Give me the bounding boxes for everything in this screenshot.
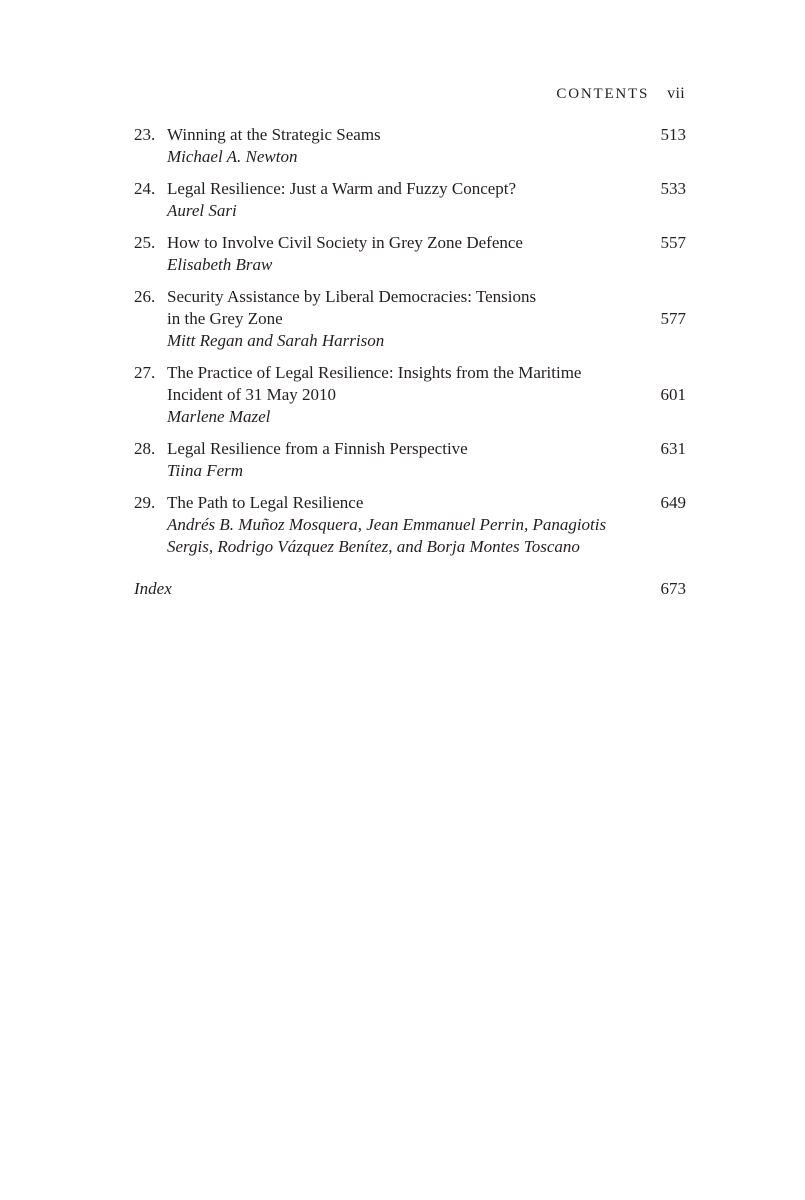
table-of-contents — [134, 124, 686, 600]
chapter-page: 513 — [660, 125, 686, 144]
chapter-author-line: Andrés B. Muñoz Mosquera, Jean Emmanuel Perrin, Panagiotis — [167, 515, 607, 534]
chapter-number: 28. — [134, 439, 156, 458]
chapter-number: 23. — [134, 125, 156, 144]
chapter-page: 631 — [660, 439, 686, 458]
toc-entry — [134, 286, 686, 352]
chapter-title: How to Involve Civil Society in Grey Zone Defence — [167, 233, 523, 252]
chapter-title: The Path to Legal Resilience — [167, 493, 364, 512]
chapter-author: Elisabeth Braw — [167, 255, 273, 274]
chapter-title: Legal Resilience from a Finnish Perspective — [167, 439, 468, 458]
chapter-title-line: Incident of 31 May 2010 — [167, 385, 337, 404]
chapter-title-line: The Practice of Legal Resilience: Insights from the Maritime — [167, 363, 582, 382]
chapter-author: Michael A. Newton — [167, 147, 298, 166]
chapter-author: Aurel Sari — [167, 201, 237, 220]
chapter-page: 557 — [660, 233, 686, 252]
index-entry — [134, 578, 686, 600]
index-page: 673 — [660, 579, 686, 598]
chapter-number: 25. — [134, 233, 156, 252]
index-label: Index — [134, 579, 172, 598]
page-folio: vii — [667, 85, 685, 102]
toc-entry — [134, 362, 686, 428]
chapter-author: Mitt Regan and Sarah Harrison — [167, 331, 385, 350]
chapter-page: 649 — [660, 493, 686, 512]
chapter-page: 577 — [660, 309, 686, 328]
toc-entry — [134, 178, 686, 222]
chapter-author: Marlene Mazel — [167, 407, 271, 426]
toc-entry — [134, 124, 686, 168]
chapter-author: Tiina Ferm — [167, 461, 244, 480]
chapter-title: Winning at the Strategic Seams — [167, 125, 381, 144]
chapter-title-line: Security Assistance by Liberal Democracies: Tensions — [167, 287, 537, 306]
chapter-page: 601 — [660, 385, 686, 404]
chapter-number: 26. — [134, 287, 156, 306]
chapter-page: 533 — [660, 179, 686, 198]
running-head — [556, 84, 685, 104]
running-head-section: CONTENTS — [556, 86, 650, 102]
chapter-title: Legal Resilience: Just a Warm and Fuzzy Concept? — [167, 179, 517, 198]
chapter-number: 29. — [134, 493, 156, 512]
toc-entry — [134, 492, 686, 558]
chapter-number: 24. — [134, 179, 156, 198]
toc-entry — [134, 438, 686, 482]
chapter-author-line: Sergis, Rodrigo Vázquez Benítez, and Borja Montes Toscano — [167, 537, 580, 556]
chapter-number: 27. — [134, 363, 156, 382]
toc-entry — [134, 232, 686, 276]
chapter-title-line: in the Grey Zone — [167, 309, 283, 328]
